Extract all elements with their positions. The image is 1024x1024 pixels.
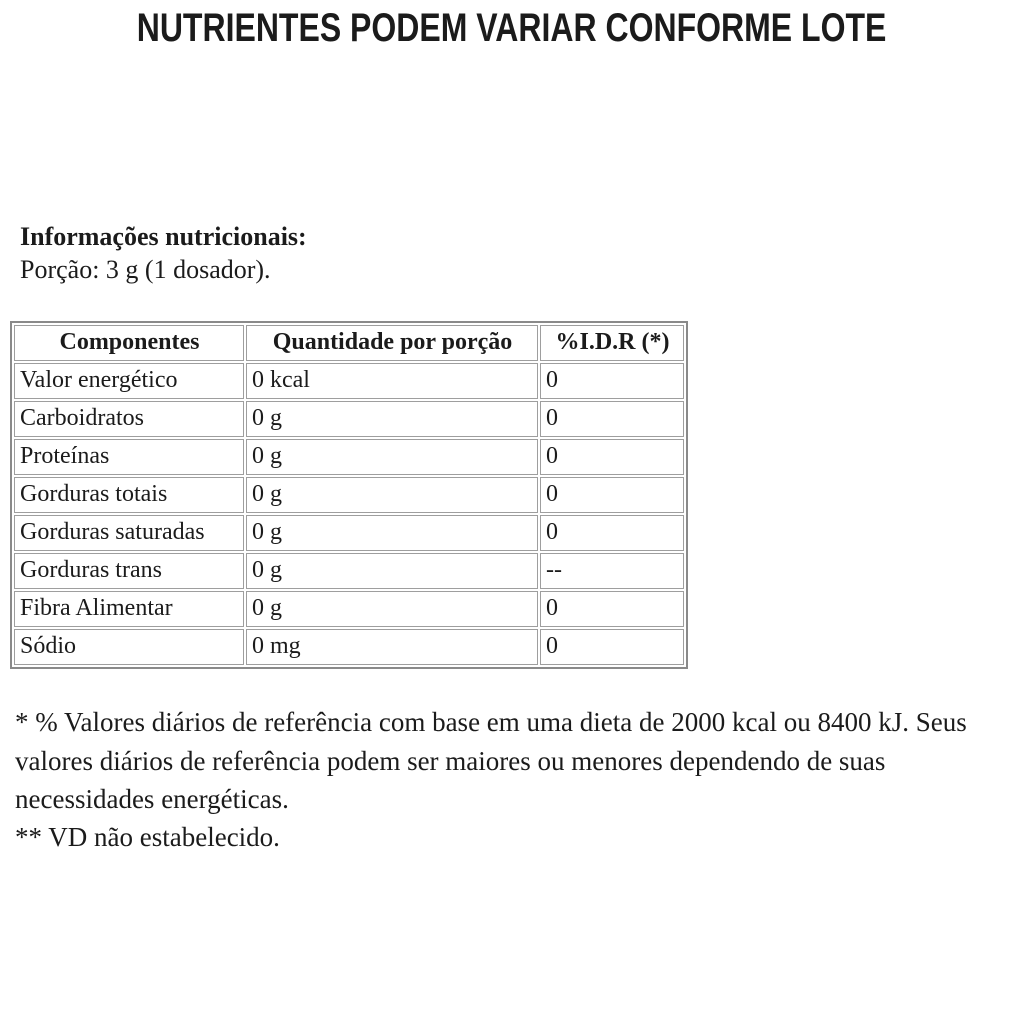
- table-header: [14, 325, 684, 361]
- table-row: [14, 591, 684, 627]
- table-row: [14, 553, 684, 589]
- page-title-container: [0, 6, 1024, 51]
- quantity-cell: 0 g: [246, 553, 538, 589]
- nutrition-info-heading: Informações nutricionais:: [20, 222, 307, 251]
- table-row: [14, 401, 684, 437]
- component-cell: Gorduras saturadas: [14, 515, 244, 551]
- quantity-cell: 0 kcal: [246, 363, 538, 399]
- component-cell: Valor energético: [14, 363, 244, 399]
- idr-cell: --: [540, 553, 684, 589]
- quantity-cell: 0 g: [246, 439, 538, 475]
- component-cell: Fibra Alimentar: [14, 591, 244, 627]
- table-row: [14, 629, 684, 665]
- header-idr-percent: %I.D.R (*): [540, 325, 684, 361]
- serving-size-text: Porção: 3 g (1 dosador).: [20, 255, 271, 285]
- vd-not-established-footnote: ** VD não estabelecido.: [15, 822, 280, 853]
- page-title: NUTRIENTES PODEM VARIAR CONFORME LOTE: [137, 6, 887, 50]
- table-row: [14, 439, 684, 475]
- table-row: [14, 515, 684, 551]
- idr-cell: 0: [540, 629, 684, 665]
- idr-cell: 0: [540, 591, 684, 627]
- component-cell: Gorduras totais: [14, 477, 244, 513]
- quantity-cell: 0 g: [246, 401, 538, 437]
- component-cell: Carboidratos: [14, 401, 244, 437]
- quantity-cell: 0 mg: [246, 629, 538, 665]
- component-cell: Sódio: [14, 629, 244, 665]
- daily-values-footnote: * % Valores diários de referência com base em uma dieta de 2000 kcal ou 8400 kJ. Seus valores diários de referência podem ser maiores ou menores dependendo de suas necessidades energéticas.: [15, 707, 967, 815]
- table-row: [14, 363, 684, 399]
- component-cell: Proteínas: [14, 439, 244, 475]
- nutrition-table: [10, 321, 688, 669]
- idr-cell: 0: [540, 363, 684, 399]
- quantity-cell: 0 g: [246, 515, 538, 551]
- idr-cell: 0: [540, 477, 684, 513]
- table-row: [14, 477, 684, 513]
- quantity-cell: 0 g: [246, 591, 538, 627]
- table-body: [14, 363, 684, 665]
- idr-cell: 0: [540, 439, 684, 475]
- component-cell: Gorduras trans: [14, 553, 244, 589]
- header-quantity-per-serving: Quantidade por porção: [246, 325, 538, 361]
- idr-cell: 0: [540, 515, 684, 551]
- idr-cell: 0: [540, 401, 684, 437]
- header-components: Componentes: [14, 325, 244, 361]
- quantity-cell: 0 g: [246, 477, 538, 513]
- table-header-row: [14, 325, 684, 361]
